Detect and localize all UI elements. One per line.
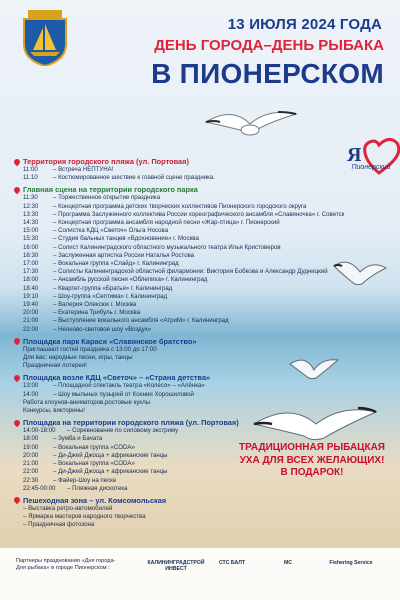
schedule-row: 19:40 – Валерия Олексюк г. Москва — [23, 301, 137, 309]
location-pin-icon — [13, 374, 21, 382]
schedule-row: 18:40 – Квартет-группа «Братья» г. Калининград — [23, 284, 173, 292]
heart-logo-icon — [345, 135, 400, 179]
fish-soup-offer: ТРАДИЦИОННАЯ РЫБАЦКАЯ УХА ДЛЯ ВСЕХ ЖЕЛАЮЩИХ! В ПОДАРОК! — [238, 442, 385, 478]
schedule-row: 18:00 – Зумба и Бачата — [23, 435, 103, 443]
schedule-row: 13:00 – Площадной спектакль театра «Колесо» – «Алёнка» — [23, 382, 205, 390]
schedule-row: 11:30 – Торжественное открытие праздника — [23, 194, 161, 202]
section-note: Праздничная лотерея! — [23, 362, 87, 370]
partners-label: Партнеры празднования «Дня города-Дня рыбака» в городе Пионерском : — [16, 558, 116, 571]
section-title: Пешеходная зона – ул. Комсомольская — [14, 496, 340, 505]
schedule-row: 14:00 – Шоу мыльных пузырей от Ксении Хорошиловой — [23, 390, 194, 398]
schedule-row: 17:00 – Вокальная группа «Слайд» г. Калининград — [23, 260, 179, 268]
schedule-row: 20:00 – Екатерина Трибуль г. Москва — [23, 309, 141, 317]
schedule-row: 11:00 – Встреча НЕПТУНА! — [23, 166, 114, 173]
schedule-row: 22:00 – Неоново-световое шоу «Воздух» — [23, 325, 152, 333]
section-title: Территория городского пляжа (ул. Портовая) — [14, 157, 340, 166]
list-item: – Выставка ретро-автомобилей — [23, 504, 113, 512]
seagull-icon — [326, 246, 392, 312]
schedule-row: 22:30 – Файер-Шоу на песке — [23, 476, 117, 484]
event-title: В ПИОНЕРСКОМ — [151, 58, 384, 89]
location-pin-icon — [13, 419, 21, 427]
brand-label: Пионерский — [351, 164, 391, 171]
location-pin-icon — [13, 157, 21, 165]
section-title: Площадка возле КДЦ «Светоч» – «Страна детства» — [14, 373, 340, 382]
schedule-row: 16:00 – Солист Калининградского областного музыкального театра Илья Кристоверов — [23, 243, 281, 251]
schedule-row: 15:30 – Студия бальных танцев «Вдохновение» г. Москва — [23, 235, 199, 243]
schedule-row: 19:10 – Шоу-группа «Септима» г. Калининград — [23, 292, 168, 300]
schedule-row: 13:30 – Программа Заслуженного коллектива России хореографического ансамбля «Славяночка» г. Советск — [23, 210, 345, 218]
schedule-row: 14:00-18:00 – Соревнование по силовому экстриму — [23, 427, 179, 435]
schedule-row: 22:00 – Ди-Джей Джоща + африканские танцы — [23, 468, 168, 476]
schedule-row: 21:00 – Вокальная группа «CODA» — [23, 460, 135, 468]
partner-logo: КАЛИНИНГРАДСТРОЙ ИНВЕСТ — [147, 560, 205, 572]
section-note: Работа клоунов-аниматоров,ростовые куклы — [23, 398, 151, 406]
schedule-row: 20:00 – Ди-Джей Джоща + африканские танцы — [23, 451, 168, 459]
section-title: Площадка парк Карася «Славянское братство» — [14, 337, 340, 346]
partners-footer — [0, 548, 400, 600]
schedule-row: 21:00 – Выступление вокального ансамбля «АтриМ» г. Калининград — [23, 317, 229, 325]
section-note: Конкурсы, викторины! — [23, 407, 85, 415]
partner-logo: Fishering Service — [329, 560, 373, 566]
section-title: Площадка на территории городского пляжа (ул. Портовая) — [14, 418, 340, 427]
schedule-row: 11:10 – Костюмированное шествие к главной сцене праздника. — [23, 174, 215, 182]
schedule-row: 17:30 – Солисты Калининградской областной филармонии: Виктория Бобкова и Александр Дудницкий — [23, 268, 328, 276]
schedule-row: 15:00 – Солистка КДЦ «Светоч» Ольга Носова — [23, 227, 169, 235]
schedule-row: 19:00 – Вокальная группа «CODA» — [23, 443, 135, 451]
list-item: – Ярмарка мастеров народного творчества — [23, 513, 146, 521]
partner-logo: МС — [283, 560, 293, 566]
partner-logo: СТС БАЛТ — [218, 560, 246, 566]
location-pin-icon — [13, 337, 21, 345]
section-note: Приглашают гостей праздника с 13:00 до 17:00 — [23, 345, 157, 353]
schedule-row: 18:00 – Ансамбль русской песни «Облепиха» г. Калининград — [23, 276, 208, 284]
svg-text:Я: Я — [347, 144, 362, 166]
schedule-row: 12:30 – Концертная программа детских творческих коллективов Пионерского городского округа — [23, 202, 307, 210]
seagull-icon — [200, 100, 300, 148]
section-title: Главная сцена на территории городского парка — [14, 185, 340, 194]
schedule-row: 22:45-00:00 – Пляжная дискотека — [23, 484, 128, 492]
location-pin-icon — [13, 186, 21, 194]
location-pin-icon — [13, 496, 21, 504]
list-item: – Праздничная фотозона — [23, 521, 95, 529]
event-subtitle: ДЕНЬ ГОРОДА–ДЕНЬ РЫБАКА — [154, 37, 384, 54]
event-date: 13 ИЮЛЯ 2024 ГОДА — [227, 16, 382, 33]
section-note: Для вас: народные песни, игры, танцы — [23, 354, 133, 362]
schedule-row: 16:30 – Заслуженная артистка России Наталья Ростова — [23, 251, 195, 259]
coat-of-arms-icon — [22, 10, 68, 66]
schedule-row: 14:30 – Концертная программа ансамбля народной песни «Жар-птица» г. Пионерский — [23, 219, 280, 227]
seagull-icon — [286, 350, 342, 394]
